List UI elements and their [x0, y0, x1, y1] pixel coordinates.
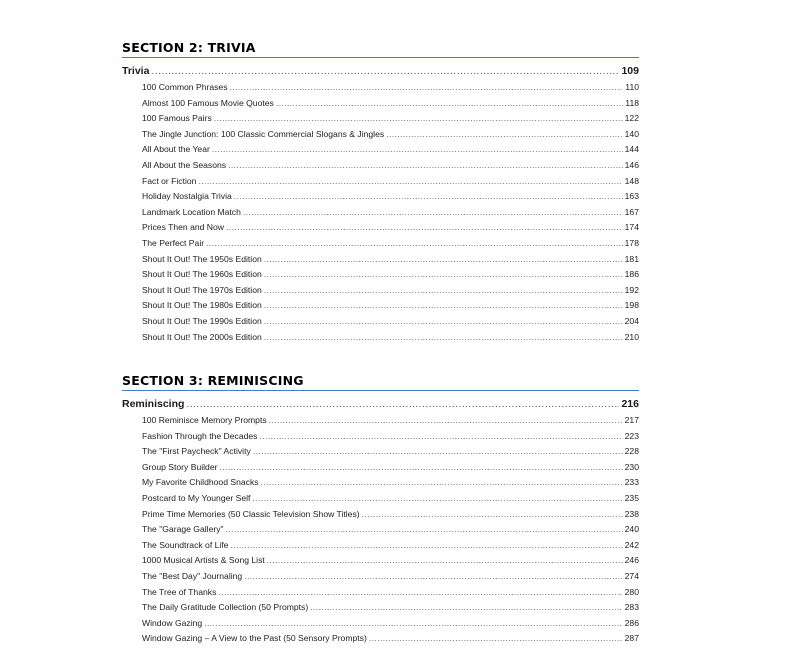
toc-entry[interactable]: [122, 80, 639, 96]
toc-page-number: 198: [624, 300, 639, 311]
toc-section-reminiscing: [122, 373, 639, 647]
toc-page-number: 283: [624, 602, 639, 613]
dot-leader: [212, 142, 623, 158]
toc-page-number: 240: [624, 524, 639, 535]
toc-entry[interactable]: [122, 127, 639, 143]
toc-entry[interactable]: [122, 142, 639, 158]
toc-page-number: 280: [624, 586, 639, 597]
dot-leader: [252, 491, 622, 507]
dot-leader: [228, 158, 623, 174]
dot-leader: [259, 429, 622, 445]
toc-page-number: 223: [624, 430, 639, 441]
toc-entry-label: Almost 100 Famous Movie Quotes: [142, 97, 274, 108]
toc-page-number: 217: [624, 415, 639, 425]
toc-entry[interactable]: [122, 174, 639, 190]
dot-leader: [226, 522, 623, 538]
toc-entry-label: The Tree of Thanks: [142, 586, 217, 597]
toc-entry-label: Window Gazing – A View to the Past (50 Sensory Prompts): [142, 633, 367, 644]
toc-entry[interactable]: [122, 631, 639, 647]
dot-leader: [310, 600, 622, 616]
toc-page-number: 146: [624, 159, 639, 170]
toc-main-entry[interactable]: [122, 396, 639, 413]
toc-entry[interactable]: [122, 538, 639, 554]
dot-leader: [264, 314, 623, 330]
toc-entry[interactable]: [122, 189, 639, 205]
dot-leader: [264, 298, 623, 314]
dot-leader: [219, 460, 622, 476]
dot-leader: [234, 189, 623, 205]
toc-entry-label: 100 Reminisce Memory Prompts: [142, 415, 267, 425]
dot-leader: [362, 507, 623, 523]
section-heading: SECTION 3: REMINISCING: [122, 373, 639, 391]
toc-entry-label: Shout It Out! The 1950s Edition: [142, 253, 262, 264]
dot-leader: [276, 96, 623, 112]
toc-page-number: 174: [624, 222, 639, 233]
toc-entry[interactable]: [122, 220, 639, 236]
toc-entry[interactable]: [122, 444, 639, 460]
toc-entry[interactable]: [122, 205, 639, 221]
toc-entry[interactable]: [122, 522, 639, 538]
dot-leader: [261, 475, 623, 491]
toc-entry[interactable]: [122, 96, 639, 112]
toc-page-number: 230: [624, 461, 639, 472]
toc-entry[interactable]: [122, 507, 639, 523]
toc-entry-label: Prices Then and Now: [142, 222, 225, 233]
dot-leader: [186, 396, 619, 413]
toc-entry-label: The Jingle Junction: 100 Classic Commercial Slogans & Jingles: [142, 128, 385, 139]
toc-entry-list: [122, 80, 639, 342]
toc-entry-label: Shout It Out! The 1990s Edition: [142, 315, 262, 326]
toc-entry[interactable]: [122, 585, 639, 601]
toc-entry-label: The Daily Gratitude Collection (50 Prompts): [142, 602, 309, 613]
toc-entry[interactable]: [122, 460, 639, 476]
toc-entry-label: Prime Time Memories (50 Classic Television Show Titles): [142, 508, 360, 519]
dot-leader: [386, 127, 622, 143]
toc-page-number: 118: [625, 97, 639, 108]
toc-page-number: 163: [624, 191, 639, 202]
toc-entry-label: Trivia: [122, 65, 150, 77]
toc-entry-label: The "Garage Gallery": [142, 524, 224, 535]
toc-entry[interactable]: [122, 491, 639, 507]
dot-leader: [369, 631, 623, 647]
toc-entry[interactable]: [122, 283, 639, 299]
section-heading: SECTION 2: TRIVIA: [122, 40, 639, 58]
toc-entry[interactable]: [122, 158, 639, 174]
dot-leader: [198, 174, 622, 190]
toc-entry-label: Fashion Through the Decades: [142, 430, 258, 441]
dot-leader: [218, 585, 622, 601]
toc-entry[interactable]: [122, 413, 639, 429]
toc-page-number: 204: [624, 315, 639, 326]
dot-leader: [269, 413, 623, 429]
toc-page-number: 186: [624, 269, 639, 280]
toc-page-number: 110: [625, 82, 639, 92]
toc-entry[interactable]: [122, 475, 639, 491]
toc-page-number: 148: [624, 175, 639, 186]
toc-main-entry[interactable]: [122, 63, 639, 80]
toc-page-number: 109: [621, 65, 639, 77]
toc-entry-label: Shout It Out! The 1970s Edition: [142, 284, 262, 295]
dot-leader: [264, 267, 623, 283]
toc-page-number: 210: [624, 331, 639, 342]
toc-page-number: 233: [624, 477, 639, 488]
toc-entry[interactable]: [122, 429, 639, 445]
dot-leader: [264, 330, 623, 342]
dot-leader: [230, 538, 622, 554]
toc-entry-label: Shout It Out! The 1960s Edition: [142, 269, 262, 280]
toc-entry[interactable]: [122, 330, 639, 342]
toc-entry-label: Landmark Location Match: [142, 206, 241, 217]
toc-page-number: 122: [624, 113, 639, 124]
dot-leader: [264, 252, 623, 268]
toc-entry-label: Postcard to My Younger Self: [142, 492, 251, 503]
toc-page-number: 192: [624, 284, 639, 295]
toc-entry-label: My Favorite Childhood Snacks: [142, 477, 259, 488]
toc-entry-label: The "Best Day" Journaling: [142, 570, 243, 581]
toc-page-number: 140: [624, 128, 639, 139]
dot-leader: [264, 283, 623, 299]
toc-entry[interactable]: [122, 616, 639, 632]
dot-leader: [267, 553, 623, 569]
dot-leader: [244, 569, 622, 585]
toc-entry[interactable]: [122, 600, 639, 616]
toc-entry[interactable]: [122, 236, 639, 252]
dot-leader: [204, 616, 622, 632]
toc-page-number: 235: [624, 492, 639, 503]
toc-page-number: 181: [624, 253, 639, 264]
toc-entry-label: All About the Year: [142, 144, 210, 155]
dot-leader: [226, 220, 623, 236]
toc-entry-label: Fact or Fiction: [142, 175, 197, 186]
toc-page-number: 242: [624, 539, 639, 550]
toc-page-number: 287: [624, 633, 639, 644]
toc-entry-label: Window Gazing: [142, 617, 203, 628]
toc-page-number: 228: [624, 446, 639, 457]
toc-entry[interactable]: [122, 569, 639, 585]
dot-leader: [230, 80, 624, 96]
toc-page-number: 144: [624, 144, 639, 155]
toc-entry-label: 100 Common Phrases: [142, 82, 228, 92]
toc-entry[interactable]: [122, 553, 639, 569]
toc-page-number: 178: [624, 237, 639, 248]
toc-entry-label: The "First Paycheck" Activity: [142, 446, 251, 457]
dot-leader: [243, 205, 623, 221]
dot-leader: [214, 111, 623, 127]
dot-leader: [151, 63, 619, 80]
toc-page-number: 246: [624, 555, 639, 566]
toc-entry[interactable]: [122, 111, 639, 127]
toc-entry-label: Shout It Out! The 2000s Edition: [142, 331, 262, 342]
toc-section-trivia: [122, 40, 639, 342]
toc-entry-label: The Perfect Pair: [142, 237, 205, 248]
toc-entry-label: 100 Famous Pairs: [142, 113, 212, 124]
dot-leader: [253, 444, 623, 460]
toc-entry-label: All About the Seasons: [142, 159, 227, 170]
dot-leader: [206, 236, 623, 252]
toc-page-number: 238: [624, 508, 639, 519]
toc-page-number: 286: [624, 617, 639, 628]
toc-entry-label: Shout It Out! The 1980s Edition: [142, 300, 262, 311]
toc-page-number: 216: [621, 398, 639, 410]
toc-page-number: 274: [624, 570, 639, 581]
toc-entry[interactable]: [122, 252, 639, 268]
toc-entry-label: 1000 Musical Artists & Song List: [142, 555, 265, 566]
toc-entry-label: The Soundtrack of Life: [142, 539, 229, 550]
toc-entry[interactable]: [122, 298, 639, 314]
toc-entry-label: Group Story Builder: [142, 461, 218, 472]
toc-entry[interactable]: [122, 314, 639, 330]
toc-entry-label: Holiday Nostalgia Trivia: [142, 191, 232, 202]
toc-entry-label: Reminiscing: [122, 398, 185, 410]
toc-page-number: 167: [624, 206, 639, 217]
toc-entry-list: [122, 413, 639, 647]
toc-entry[interactable]: [122, 267, 639, 283]
